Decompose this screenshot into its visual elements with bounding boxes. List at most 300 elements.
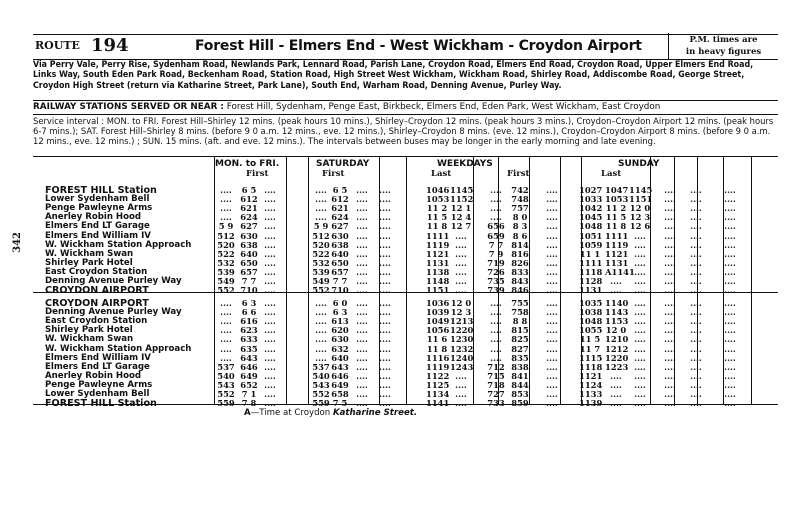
col-head-saturday: SATURDAY: [316, 159, 370, 169]
inbound-time-cell: ....: [664, 370, 676, 381]
outbound-time-cell: ....: [724, 185, 736, 195]
inbound-time-cell: ....: [220, 352, 232, 363]
inbound-stop-name: Lower Sydenham Bell: [45, 389, 150, 399]
outbound-time-cell: ....: [664, 212, 676, 223]
outbound-time-cell: 552: [217, 285, 235, 296]
inbound-time-cell: ....: [220, 334, 232, 345]
outbound-time-cell: ....: [264, 239, 276, 250]
inbound-time-cell: 1210: [605, 334, 629, 345]
outbound-time-cell: ....: [264, 230, 276, 241]
outbound-time-cell: ....: [264, 257, 276, 268]
inbound-time-cell: ....: [490, 316, 502, 327]
inbound-time-cell: 7 1: [241, 389, 257, 399]
inbound-stop-name: W. Wickham Swan: [45, 334, 134, 345]
outbound-time-cell: 1128: [579, 276, 603, 286]
inbound-time-cell: ....: [315, 325, 327, 336]
outbound-time-cell: ....: [220, 212, 232, 223]
outbound-time-cell: ....: [690, 203, 702, 214]
outbound-time-cell: 1111: [579, 257, 603, 268]
inbound-time-cell: ....: [356, 298, 368, 308]
inbound-time-cell: 620: [331, 325, 349, 336]
inbound-time-cell: ....: [220, 343, 232, 354]
inbound-time-cell: 552: [217, 389, 235, 399]
outbound-time-cell: 1047: [605, 185, 629, 195]
inbound-time-cell: 827: [511, 343, 529, 354]
outbound-time-cell: 719: [487, 257, 505, 268]
inbound-time-cell: ....: [455, 389, 467, 399]
inbound-time-cell: 646: [240, 361, 258, 372]
outbound-time-cell: ....: [264, 248, 276, 259]
outbound-time-cell: ....: [724, 257, 736, 268]
outbound-time-cell: ....: [546, 230, 558, 241]
inbound-time-cell: 727: [487, 389, 505, 399]
inbound-time-cell: ....: [690, 361, 702, 372]
inbound-time-cell: 1122: [426, 370, 450, 381]
outbound-time-cell: ....: [690, 212, 702, 223]
outbound-time-cell: 11 2: [605, 203, 627, 214]
outbound-time-cell: ....: [264, 194, 276, 205]
outbound-time-cell: ....: [634, 276, 646, 286]
outbound-time-cell: ....: [264, 185, 276, 195]
inbound-time-cell: ....: [264, 325, 276, 336]
outbound-time-cell: ....: [690, 276, 702, 286]
outbound-time-cell: 11 8: [426, 221, 448, 232]
outbound-time-cell: ....: [220, 203, 232, 214]
outbound-time-cell: 12 4: [450, 212, 472, 223]
outbound-time-cell: 11 1: [579, 248, 601, 259]
outbound-time-cell: ....: [356, 230, 368, 241]
inbound-time-cell: 652: [240, 379, 258, 390]
inbound-time-cell: ....: [634, 298, 646, 308]
outbound-time-cell: 1145: [629, 185, 653, 195]
inbound-time-cell: 1230: [450, 334, 474, 345]
column-divider: [308, 157, 309, 404]
outbound-time-cell: ....: [664, 239, 676, 250]
inbound-time-cell: 623: [240, 325, 258, 336]
outbound-time-cell: 1131: [426, 257, 450, 268]
outbound-time-cell: 710: [331, 285, 349, 296]
inbound-time-cell: ....: [264, 343, 276, 354]
inbound-time-cell: ....: [664, 343, 676, 354]
inbound-time-cell: 646: [331, 370, 349, 381]
outbound-time-cell: ....: [546, 212, 558, 223]
sub-head-sat-first: First: [322, 169, 345, 179]
inbound-time-cell: ....: [634, 361, 646, 372]
inbound-time-cell: ....: [220, 325, 232, 336]
outbound-time-cell: 552: [312, 285, 330, 296]
col-head-monfri: MON. to FRI.: [215, 159, 280, 169]
inbound-stop-name: East Croydon Station: [45, 316, 148, 327]
outbound-time-cell: 1042: [579, 203, 603, 214]
outbound-time-cell: ....: [546, 194, 558, 205]
outbound-time-cell: ....: [264, 203, 276, 214]
outbound-time-cell: ....: [379, 285, 391, 296]
outbound-time-cell: 12 6: [629, 221, 651, 232]
inbound-time-cell: ....: [546, 352, 558, 363]
route-via: Via Perry Vale, Perry Rise, Sydenham Road, Newlands Park, Lennard Road, Parish Lane, Croydon Road, Elmers End Road, Croydon Road, Upper Elmers End Road, Links Way, South Eden Park Road, Beckenham Road, Station Road, High Street West Wickham, Wickham Road, Shirley Road, Addiscombe Road, George Street, Croydon High Street (return via Katharine Street, Park Lane), South End, Warham Road, Denning Avenue, Purley Way.: [33, 60, 754, 91]
inbound-time-cell: ....: [610, 379, 622, 390]
inbound-time-cell: ....: [724, 370, 736, 381]
outbound-time-cell: 1053: [426, 194, 450, 205]
outbound-time-cell: 549: [217, 276, 235, 286]
outbound-time-cell: ....: [690, 248, 702, 259]
inbound-time-cell: ....: [724, 343, 736, 354]
outbound-stop-name: CROYDON AIRPORT: [45, 285, 149, 297]
outbound-time-cell: ....: [724, 276, 736, 286]
outbound-time-cell: 520: [217, 239, 235, 250]
inbound-time-cell: ....: [690, 334, 702, 345]
inbound-time-cell: ....: [546, 298, 558, 308]
outbound-time-cell: 742: [511, 185, 529, 195]
outbound-time-cell: ....: [356, 285, 368, 296]
outbound-time-cell: ....: [724, 239, 736, 250]
outbound-time-cell: 5 9: [218, 221, 234, 232]
outbound-time-cell: 1051: [579, 230, 603, 241]
outbound-time-cell: 512: [217, 230, 235, 241]
outbound-time-cell: ....: [315, 212, 327, 223]
inbound-time-cell: 1213: [450, 316, 474, 327]
inbound-time-cell: ....: [315, 334, 327, 345]
inbound-time-cell: ....: [664, 334, 676, 345]
pm-note-line2: in heavy figures: [685, 47, 762, 57]
outbound-time-cell: 627: [240, 221, 258, 232]
outbound-time-cell: 735: [487, 276, 505, 286]
outbound-time-cell: ....: [664, 185, 676, 195]
outbound-time-cell: 1131: [579, 285, 603, 296]
inbound-time-cell: 1056: [426, 325, 450, 336]
inbound-time-cell: 1115: [579, 352, 603, 363]
outbound-time-cell: ....: [664, 221, 676, 232]
outbound-stop-name: Elmers End William IV: [45, 230, 151, 241]
inbound-time-cell: ....: [546, 325, 558, 336]
outbound-time-cell: 624: [331, 212, 349, 223]
inbound-time-cell: 1139: [579, 398, 603, 409]
service-interval: Service interval : MON. to FRI. Forest Hill–Shirley 12 mins. (peak hours 10 mins.), Shirley–Croydon 12 mins. (peak hours 3 mins.), Croydon–Croydon Airport 12 mins. (peak hours 6-7 mins.); SAT. Forest Hill–Shirley 8 mins. (before 9 0 a.m. 12 mins., eve. 12 mins.), Shirley–Croydon 8 mins. (eve. 12 mins.), Croydon–Croydon Airport 8 mins. (before 9 0 a.m. 12 mins., eve. 12 mins.) ; SUN. 15 mins. (aft. and eve. 12 mins.). The intervals between buses may be longer in the early morning and late evening.: [33, 116, 774, 147]
inbound-time-cell: ....: [546, 316, 558, 327]
outbound-time-cell: 7 9: [488, 248, 504, 259]
inbound-time-cell: ....: [690, 325, 702, 336]
outbound-time-cell: 7 7: [332, 276, 348, 286]
inbound-time-cell: ....: [546, 361, 558, 372]
route-title: Forest Hill - Elmers End - West Wickham - Croydon Airport: [195, 38, 642, 54]
outbound-time-cell: ....: [379, 194, 391, 205]
outbound-time-cell: 640: [240, 248, 258, 259]
inbound-time-cell: ....: [379, 361, 391, 372]
inbound-time-cell: ....: [379, 343, 391, 354]
outbound-time-cell: 638: [240, 239, 258, 250]
outbound-time-cell: 522: [217, 248, 235, 259]
outbound-time-cell: 621: [240, 203, 258, 214]
inbound-time-cell: 712: [487, 361, 505, 372]
outbound-time-cell: ....: [690, 257, 702, 268]
outbound-time-cell: 1119: [605, 239, 629, 250]
footnote-text: —Time at Croydon: [250, 408, 333, 418]
inbound-time-cell: ....: [356, 325, 368, 336]
outbound-time-cell: ....: [610, 285, 622, 296]
outbound-time-cell: 710: [240, 285, 258, 296]
outbound-time-cell: ....: [724, 266, 736, 277]
inbound-time-cell: ....: [264, 307, 276, 318]
outbound-time-cell: ....: [356, 221, 368, 232]
outbound-time-cell: ....: [455, 230, 467, 241]
inbound-time-cell: 758: [511, 307, 529, 318]
outbound-time-cell: ....: [356, 194, 368, 205]
inbound-time-cell: ....: [724, 298, 736, 308]
inbound-time-cell: 1220: [605, 352, 629, 363]
inbound-time-cell: 835: [511, 352, 529, 363]
inbound-time-cell: 859: [511, 398, 529, 409]
inbound-time-cell: ....: [724, 379, 736, 390]
inbound-time-cell: 1124: [579, 379, 603, 390]
outbound-time-cell: ....: [379, 239, 391, 250]
outbound-time-cell: 659: [487, 230, 505, 241]
inbound-time-cell: 543: [217, 379, 235, 390]
outbound-time-cell: 657: [331, 266, 349, 277]
outbound-time-cell: 549: [312, 276, 330, 286]
inbound-time-cell: ....: [690, 343, 702, 354]
inbound-time-cell: 12 0: [605, 325, 627, 336]
outbound-time-cell: ....: [634, 248, 646, 259]
inbound-time-cell: ....: [490, 325, 502, 336]
inbound-time-cell: ....: [634, 325, 646, 336]
outbound-time-cell: 833: [511, 266, 529, 277]
outbound-time-cell: 816: [511, 248, 529, 259]
inbound-time-cell: ....: [379, 389, 391, 399]
inbound-time-cell: ....: [356, 389, 368, 399]
inbound-time-cell: 537: [217, 361, 235, 372]
inbound-time-cell: ....: [664, 389, 676, 399]
outbound-time-cell: ....: [610, 276, 622, 286]
outbound-time-cell: ....: [455, 276, 467, 286]
inbound-time-cell: ....: [546, 307, 558, 318]
outbound-time-cell: 12 7: [450, 221, 472, 232]
outbound-time-cell: ....: [546, 285, 558, 296]
outbound-time-cell: ....: [690, 221, 702, 232]
inbound-time-cell: 12 3: [450, 307, 472, 318]
outbound-time-cell: ....: [664, 230, 676, 241]
inbound-time-cell: 635: [240, 343, 258, 354]
outbound-time-cell: ....: [546, 239, 558, 250]
inbound-time-cell: 8 8: [512, 316, 528, 327]
outbound-time-cell: 1027: [579, 185, 603, 195]
outbound-time-cell: ....: [455, 248, 467, 259]
outbound-time-cell: ....: [379, 185, 391, 195]
inbound-time-cell: 841: [511, 370, 529, 381]
inbound-time-cell: 540: [312, 370, 330, 381]
outbound-stop-name: Penge Pawleyne Arms: [45, 203, 153, 214]
inbound-time-cell: ....: [634, 398, 646, 409]
outbound-time-cell: 1119: [426, 239, 450, 250]
outbound-time-cell: 650: [331, 257, 349, 268]
inbound-time-cell: 1243: [450, 361, 474, 372]
outbound-time-cell: ....: [690, 285, 702, 296]
inbound-time-cell: ....: [264, 389, 276, 399]
inbound-time-cell: 649: [331, 379, 349, 390]
inbound-time-cell: 1141: [426, 398, 450, 409]
inbound-time-cell: ....: [356, 307, 368, 318]
outbound-stop-name: FOREST HILL Station: [45, 185, 157, 196]
outbound-stop-name: Shirley Park Hotel: [45, 257, 133, 268]
outbound-time-cell: ....: [664, 203, 676, 214]
inbound-time-cell: ....: [724, 398, 736, 409]
inbound-time-cell: 11 6: [426, 334, 448, 345]
column-divider: [473, 157, 474, 404]
inbound-time-cell: ....: [356, 370, 368, 381]
inbound-stop-name: Anerley Robin Hood: [45, 370, 142, 381]
inbound-time-cell: ....: [315, 307, 327, 318]
inbound-time-cell: 755: [511, 298, 529, 308]
outbound-time-cell: 843: [511, 276, 529, 286]
outbound-time-cell: 12 0: [629, 203, 651, 214]
outbound-time-cell: ....: [546, 221, 558, 232]
inbound-time-cell: 11 5: [579, 334, 601, 345]
outbound-time-cell: ....: [634, 239, 646, 250]
outbound-time-cell: 846: [511, 285, 529, 296]
outbound-time-cell: ....: [379, 248, 391, 259]
outbound-time-cell: 627: [331, 221, 349, 232]
outbound-time-cell: ....: [690, 266, 702, 277]
inbound-time-cell: ....: [634, 316, 646, 327]
inbound-time-cell: 11 7: [579, 343, 601, 354]
outbound-time-cell: ....: [724, 203, 736, 214]
outbound-time-cell: 532: [312, 257, 330, 268]
inbound-time-cell: ....: [490, 334, 502, 345]
outbound-time-cell: ....: [455, 285, 467, 296]
inbound-time-cell: ....: [664, 352, 676, 363]
outbound-time-cell: 11 2: [426, 203, 448, 214]
inbound-time-cell: ....: [690, 316, 702, 327]
inbound-time-cell: 6 3: [332, 307, 348, 318]
outbound-time-cell: ....: [490, 212, 502, 223]
inbound-time-cell: ....: [546, 370, 558, 381]
outbound-time-cell: ....: [455, 257, 467, 268]
outbound-time-cell: 1045: [579, 212, 603, 223]
inbound-time-cell: ....: [264, 316, 276, 327]
outbound-time-cell: ....: [264, 285, 276, 296]
outbound-time-cell: 612: [240, 194, 258, 205]
inbound-time-cell: 1036: [426, 298, 450, 308]
outbound-time-cell: 11 8: [605, 221, 627, 232]
outbound-time-cell: ....: [264, 266, 276, 277]
outbound-time-cell: 624: [240, 212, 258, 223]
inbound-time-cell: 718: [487, 379, 505, 390]
outbound-time-cell: ....: [379, 230, 391, 241]
inbound-time-cell: 838: [511, 361, 529, 372]
pm-times-note: [668, 33, 778, 59]
inbound-time-cell: ....: [546, 379, 558, 390]
inbound-time-cell: 844: [511, 379, 529, 390]
outbound-stop-name: East Croydon Station: [45, 266, 148, 277]
inbound-time-cell: 733: [487, 398, 505, 409]
outbound-time-cell: 539: [217, 266, 235, 277]
outbound-time-cell: 512: [312, 230, 330, 241]
outbound-stop-name: W. Wickham Station Approach: [45, 239, 192, 250]
outbound-time-cell: ....: [546, 276, 558, 286]
outbound-time-cell: ....: [315, 194, 327, 205]
outbound-time-cell: ....: [490, 194, 502, 205]
outbound-time-cell: 532: [217, 257, 235, 268]
inbound-time-cell: ....: [264, 379, 276, 390]
inbound-time-cell: ....: [455, 370, 467, 381]
outbound-time-cell: 1145: [450, 185, 474, 195]
outbound-time-cell: A1141: [605, 266, 635, 277]
outbound-time-cell: 757: [511, 203, 529, 214]
inbound-stop-name: Penge Pawleyne Arms: [45, 379, 153, 390]
outbound-time-cell: ....: [690, 230, 702, 241]
inbound-time-cell: 1223: [605, 361, 629, 372]
inbound-time-cell: ....: [610, 389, 622, 399]
outbound-stop-name: Elmers End LT Garage: [45, 221, 150, 232]
outbound-time-cell: ....: [264, 276, 276, 286]
outbound-time-cell: ....: [356, 203, 368, 214]
outbound-time-cell: 621: [331, 203, 349, 214]
col-head-sunday: SUNDAY: [618, 159, 660, 169]
inbound-time-cell: ....: [264, 352, 276, 363]
inbound-time-cell: ....: [379, 398, 391, 409]
outbound-time-cell: 650: [240, 257, 258, 268]
outbound-time-cell: 1118: [579, 266, 603, 277]
inbound-time-cell: ....: [356, 316, 368, 327]
inbound-stop-name: Shirley Park Hotel: [45, 325, 133, 336]
outbound-time-cell: 726: [487, 266, 505, 277]
outbound-time-cell: 1053: [605, 194, 629, 205]
inbound-time-cell: ....: [724, 325, 736, 336]
outbound-time-cell: ....: [690, 239, 702, 250]
inbound-time-cell: ....: [634, 343, 646, 354]
inbound-time-cell: ....: [379, 298, 391, 308]
outbound-time-cell: 8 0: [512, 212, 528, 223]
inbound-time-cell: 613: [331, 316, 349, 327]
outbound-time-cell: 12 3: [629, 212, 651, 223]
inbound-time-cell: 559: [217, 398, 235, 409]
inbound-time-cell: ....: [724, 352, 736, 363]
outbound-time-cell: 6 5: [332, 185, 348, 195]
outbound-time-cell: ....: [490, 203, 502, 214]
outbound-time-cell: ....: [264, 212, 276, 223]
outbound-time-cell: ....: [546, 257, 558, 268]
outbound-time-cell: ....: [379, 221, 391, 232]
outbound-time-cell: 12 1: [450, 203, 472, 214]
inbound-stop-name: W. Wickham Station Approach: [45, 343, 192, 354]
outbound-time-cell: ....: [356, 276, 368, 286]
outbound-time-cell: ....: [724, 212, 736, 223]
inbound-time-cell: 649: [240, 370, 258, 381]
outbound-time-cell: 1121: [605, 248, 629, 259]
inbound-time-cell: 11 8: [426, 343, 448, 354]
inbound-time-cell: 616: [240, 316, 258, 327]
inbound-time-cell: ....: [664, 398, 676, 409]
col-head-weekdays: WEEKDAYS: [437, 159, 493, 169]
outbound-time-cell: 8 3: [512, 221, 528, 232]
inbound-stop-name: CROYDON AIRPORT: [45, 298, 149, 309]
inbound-time-cell: ....: [634, 379, 646, 390]
outbound-time-cell: 739: [487, 285, 505, 296]
outbound-time-cell: ....: [356, 248, 368, 259]
outbound-time-cell: ....: [379, 203, 391, 214]
pm-note-line1: P.M. times are: [689, 35, 758, 45]
inbound-time-cell: 1153: [605, 316, 629, 327]
inbound-time-cell: ....: [634, 334, 646, 345]
outbound-time-cell: ....: [315, 185, 327, 195]
outbound-time-cell: ....: [634, 266, 646, 277]
inbound-time-cell: 1240: [450, 352, 474, 363]
column-divider: [286, 157, 287, 404]
inbound-time-cell: 1125: [426, 379, 450, 390]
outbound-time-cell: 522: [312, 248, 330, 259]
inbound-time-cell: ....: [724, 334, 736, 345]
inbound-time-cell: ....: [690, 389, 702, 399]
outbound-time-cell: 1111: [605, 230, 629, 241]
